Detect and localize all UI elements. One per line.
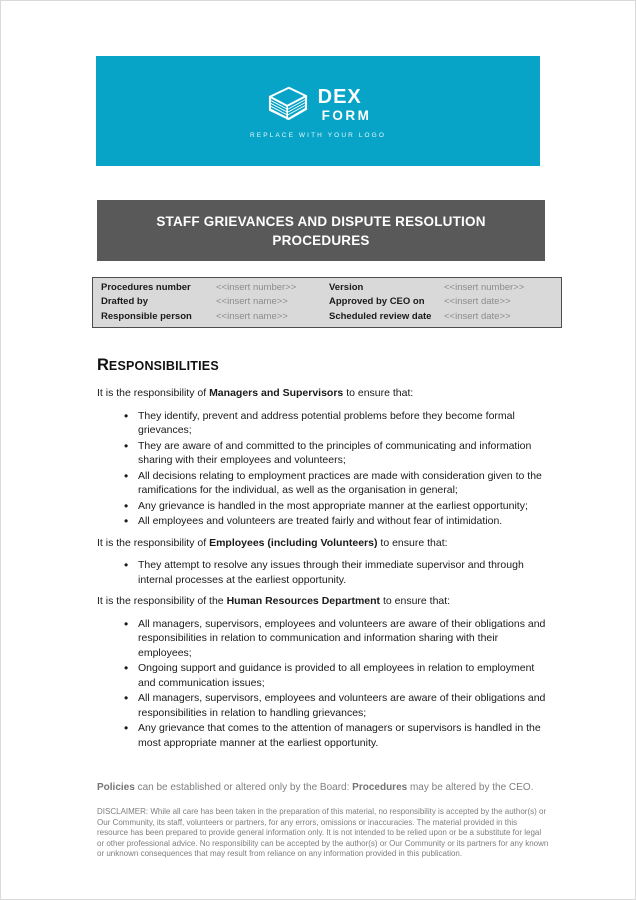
bullet-item: • All decisions relating to employment practices are made with consideration given to the ramifications for the individual, as well as the organisation in general; [124,469,547,498]
meta-value-placeholder: <<insert number>> [444,281,525,293]
intro-bold: Human Resources Department [226,595,381,607]
meta-row [93,280,561,295]
document-footer [97,781,549,860]
meta-value-placeholder: <<insert number>> [216,281,297,293]
document-body [97,355,547,757]
intro-paragraph-managers [97,386,547,401]
bullet-list-managers [97,409,547,529]
section-heading-responsibilities [97,355,547,377]
bullet-item: • Any grievance is handled in the most appropriate manner at the earliest opportunity; [124,499,547,514]
meta-label: Responsible person [101,310,192,322]
meta-label: Procedures number [101,281,191,293]
intro-bold: Managers and Supervisors [209,387,344,399]
document-title: STAFF GRIEVANCES AND DISPUTE RESOLUTION PROCEDURES [156,213,486,248]
logo-wordmark [318,87,372,123]
intro-suffix: to ensure that: [343,387,414,399]
intro-suffix: to ensure that: [380,595,451,607]
meta-value-placeholder: <<insert date>> [444,296,511,308]
bullet-item: • Ongoing support and guidance is provided to all employees in relation to employment and communication issues; [124,661,547,690]
paper-stack-icon [265,84,311,126]
heading-rest: ESPONSIBILITIES [108,359,219,373]
intro-suffix: to ensure that: [377,536,448,549]
logo-tagline: REPLACE WITH YOUR LOGO [249,131,386,139]
bullet-item: • They are aware of and committed to the principles of communicating and information sharing with their employees and volunteers; [124,439,547,468]
intro-paragraph-hr [97,594,547,609]
meta-label: Scheduled review date [329,310,432,322]
meta-label: Drafted by [101,296,148,308]
bullet-item: • All employees and volunteers are treated fairly and without fear of intimidation. [124,514,547,529]
logo-text-dex: DEX [317,85,362,108]
bullet-item: • They identify, prevent and address potential problems before they become formal grievances; [124,409,547,438]
meta-value-placeholder: <<insert name>> [216,296,288,308]
meta-value-placeholder: <<insert date>> [444,310,511,322]
bullet-item: • All managers, supervisors, employees and volunteers are aware of their obligations and responsibilities in relation to handling grievances; [124,691,547,720]
meta-value-placeholder: <<insert name>> [216,310,288,322]
bullet-item: • All managers, supervisors, employees and volunteers are aware of their obligations and responsibilities in relation to communication and information sharing with their employees; [124,617,547,661]
policy-bold: Policies [97,782,135,793]
logo-text-form: FORM [321,107,372,123]
policy-text: can be established or altered only by the Board: [134,782,353,793]
bullet-item: • Any grievance that comes to the attention of managers or supervisors is handled in the most appropriate manner at the earliest opportunity. [124,721,547,750]
heading-initial: R [97,356,109,374]
meta-label: Approved by CEO on [329,296,425,308]
bullet-list-employees [97,558,547,587]
intro-prefix: It is the responsibility of the [97,595,227,607]
meta-row [93,295,561,310]
bullet-item: • They attempt to resolve any issues through their immediate supervisor and through internal processes at the earliest opportunity. [124,558,547,587]
logo-header-block [96,56,540,166]
disclaimer-text: DISCLAIMER: While all care has been taken in the preparation of this material, no responsibility is accepted by the author(s) or Our Community, its staff, volunteers or partners, for any errors, omissions or inaccuracies. The material provided in this resource has been prepared to provide general information only. It is not intended to be relied upon or be a substitute for legal or other professional advice. No responsibility can be accepted by the author(s) or Our Community or its partners for any known or unknown consequences that may result from reliance on any information provided in this publication. [97,807,549,859]
dexform-logo [265,84,372,126]
meta-label: Version [329,281,364,293]
meta-row [93,309,561,324]
intro-bold: Employees (including Volunteers) [209,536,378,549]
policy-bold: Procedures [352,782,408,793]
bullet-list-hr [97,617,547,751]
meta-table [92,277,562,328]
policy-text: may be altered by the CEO. [407,782,534,793]
document-title-bar [97,200,545,261]
policy-note [97,781,549,794]
intro-prefix: It is the responsibility of [97,387,210,399]
intro-paragraph-employees [97,536,547,551]
intro-prefix: It is the responsibility of [97,536,210,549]
